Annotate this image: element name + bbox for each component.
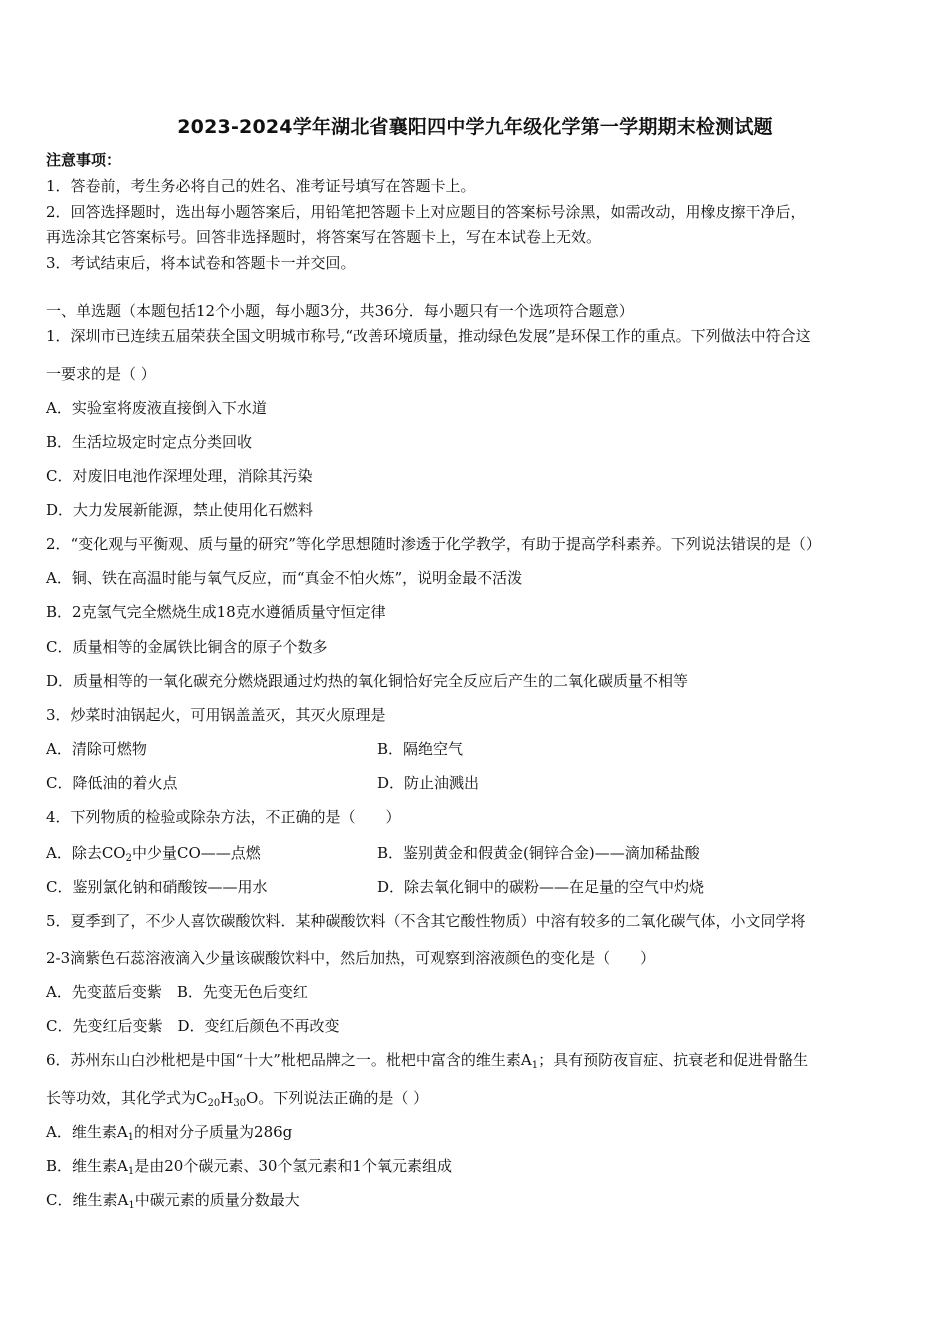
q1-option-c: C．对废旧电池作深埋处理，消除其污染 — [46, 467, 313, 485]
notice-item-1: 1．答卷前，考生务必将自己的姓名、准考证号填写在答题卡上。 — [46, 177, 476, 195]
q6-stem-line2: 长等功效，其化学式为$C_{20}H_{30}O$。下列说法正确的是（ ） — [46, 1089, 429, 1109]
q1-option-b: B．生活垃圾定时定点分类回收 — [46, 433, 253, 451]
q1-stem-line1: 1．深圳市已连续五届荣获全国文明城市称号,“改善环境质量，推动绿色发展”是环保工作的重点。下列做法中符合这 — [46, 327, 811, 345]
q1-stem-line2: 一要求的是（ ） — [46, 365, 156, 383]
q6-stem-line1: 6．苏州东山白沙枇杷是中国“十大”枇杷品牌之一。枇杷中富含的维生素$A_1$；具有预防夜盲症、抗衰老和促进骨骼生 — [46, 1051, 809, 1071]
q4-option-a: A．除去$CO_2$中少量CO——点燃 — [46, 844, 261, 864]
q4-option-d: D．除去氧化铜中的碳粉——在足量的空气中灼烧 — [377, 878, 705, 896]
q3-stem: 3．炒菜时油锅起火，可用锅盖盖灭，其灭火原理是 — [46, 706, 386, 724]
q5-stem-line1: 5．夏季到了，不少人喜饮碳酸饮料．某种碳酸饮料（不含其它酸性物质）中溶有较多的二氧化碳气体，小文同学将 — [46, 912, 806, 930]
notice-item-2: 2．回答选择题时，选出每小题答案后，用铅笔把答题卡上对应题目的答案标号涂黑，如需改动，用橡皮擦干净后， — [46, 203, 806, 221]
page-title: 2023-2024学年湖北省襄阳四中学九年级化学第一学期期末检测试题 — [177, 116, 773, 138]
section-heading: 一、单选题（本题包括12个小题，每小题3分，共36分．每小题只有一个选项符合题意） — [46, 302, 634, 320]
notice-item-2-cont: 再选涂其它答案标号。回答非选择题时，将答案写在答题卡上，写在本试卷上无效。 — [46, 228, 602, 246]
q2-option-c: C．质量相等的金属铁比铜含的原子个数多 — [46, 638, 328, 656]
q2-option-b: B．2克氢气完全燃烧生成18克水遵循质量守恒定律 — [46, 603, 386, 621]
q5-options-ab: A．先变蓝后变紫 B．先变无色后变红 — [46, 983, 308, 1001]
q5-options-cd: C．先变红后变紫 D．变红后颜色不再改变 — [46, 1017, 340, 1035]
q4-stem: 4．下列物质的检验或除杂方法，不正确的是（ ） — [46, 808, 401, 826]
q1-option-a: A．实验室将废液直接倒入下水道 — [46, 399, 267, 417]
q2-option-a: A．铜、铁在高温时能与氧气反应，而“真金不怕火炼”，说明金最不活泼 — [46, 569, 523, 587]
q4-option-c: C．鉴别氯化钠和硝酸铵——用水 — [46, 878, 268, 896]
q3-option-d: D．防止油溅出 — [377, 774, 480, 792]
notice-item-3: 3．考试结束后，将本试卷和答题卡一并交回。 — [46, 254, 356, 272]
q3-option-c: C．降低油的着火点 — [46, 774, 178, 792]
q6-option-a: A．维生素$A_1$的相对分子质量为286g — [46, 1123, 293, 1143]
q1-option-d: D．大力发展新能源，禁止使用化石燃料 — [46, 501, 314, 519]
q3-option-b: B．隔绝空气 — [377, 740, 464, 758]
notice-heading: 注意事项： — [46, 151, 122, 169]
q3-option-a: A．清除可燃物 — [46, 740, 147, 758]
q4-option-b: B．鉴别黄金和假黄金(铜锌合金)——滴加稀盐酸 — [377, 844, 700, 862]
q5-stem-line2: 2-3滴紫色石蕊溶液滴入少量该碳酸饮料中，然后加热，可观察到溶液颜色的变化是（ ） — [46, 949, 656, 967]
q6-option-b: B．维生素$A_1$是由20个碳元素、30个氢元素和1个氧元素组成 — [46, 1157, 452, 1177]
q2-option-d: D．质量相等的一氧化碳充分燃烧跟通过灼热的氧化铜恰好完全反应后产生的二氧化碳质量不相等 — [46, 672, 689, 690]
q6-option-c: C．维生素$A_1$中碳元素的质量分数最大 — [46, 1191, 300, 1211]
q2-stem: 2．“变化观与平衡观、质与量的研究”等化学思想随时渗透于化学教学，有助于提高学科素养。下列说法错误的是（） — [46, 535, 821, 553]
